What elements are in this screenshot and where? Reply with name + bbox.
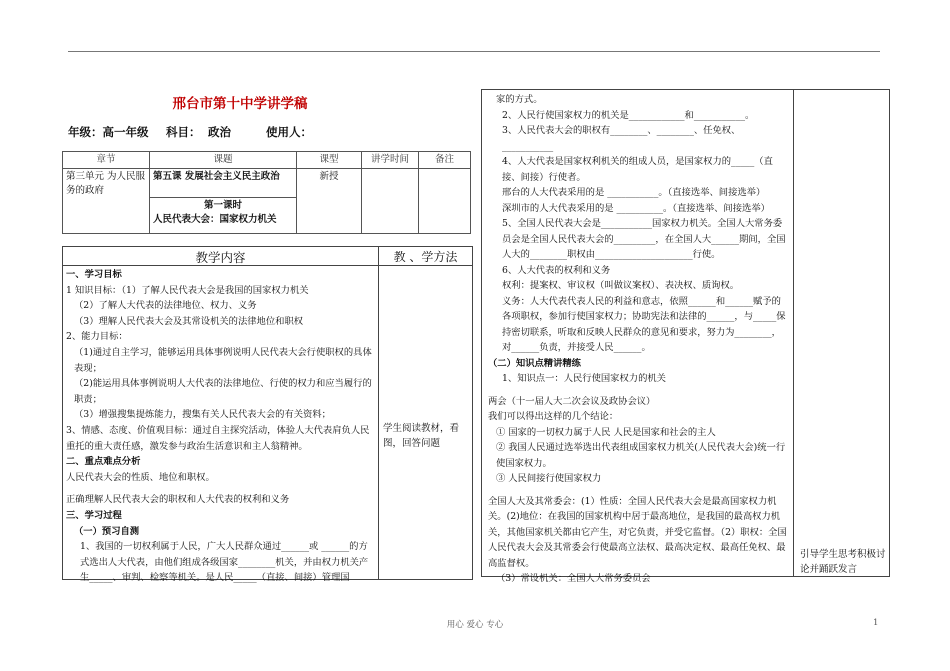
text-line: 邢台的人大代表采用的是 ___________。（直接选举、间接选举） [502,187,766,198]
lesson-info-table [62,151,471,234]
text-line: 4、人大代表是国家权利机关的组成人员，是国家权力的_____（直接、间接）行使者。 [502,156,773,183]
subject-value: 政治 [208,125,231,139]
text-line: 6、人大代表的权利和义务 [502,264,611,276]
page-footer: 用心 爱心 专心 [446,620,504,630]
content-column-heading: 教学内容 [195,250,246,265]
text-line: 我们可以得出这样的几个结论： [488,411,619,422]
text-line: （2)能运用具体事例说明人大代表的法律地位、行使的权力和应当履行的职责； [74,378,372,405]
left-column-divider [378,247,379,579]
text-line: 义务：人大代表代表人民的利益和意志，依照______和______赋予的各项职权，参加行使国家权力；协助宪法和法律的______，与_____保持密切联系，听取和反映人民群众的意见和要求，努力为________，对______负责，并接受人民______。 [502,295,786,353]
header-time: 讲学时间 [362,152,419,169]
text-line: （2）了解人大代表的法律地位、权力、义务 [74,300,257,312]
text-line: 1、我国的一切权利属于人民，广大人民群众通过______或 ______的方式选出人大代表，由他们组成各级国家________机关，并由权力机关产生_____、审判、检察等机关。是人民_____（直接、间接）管理国 [80,541,369,584]
lesson-type-cell: 新授 [297,169,362,234]
text-line: 3、人民代表大会的职权有________、________、任免权、___________ [502,125,741,152]
user-label: 使用人： [266,125,312,139]
method-column-heading: 教 、学方法 [393,250,458,264]
right-column-divider [793,90,794,576]
right-content-text [488,92,788,587]
text-line: （3）常设机关：全国人大常务委员会 [496,573,651,584]
topic-sub1: 第一课时 [203,200,242,211]
text-line: 1 知识目标：（1）了解人民代表大会是我国的国家权力机关 [66,284,309,296]
text-line: 1、知识点一：人民行使国家权力的机关 [502,373,666,384]
text-line: 全国人大及其常委会：(1）性质：全国人民代表大会是最高国家权力机关。(2)地位：在我国的国家机构中居于最高地位，是我国的最高权力机关，其他国家机关都由它产生，对它负责，并受它监督。（2）职权：全国人民代表大会及其常委会行使最高立法权、最高决定权、最高任免权、最高监督权。 [488,495,787,569]
text-line: 三、学习过程 [66,509,122,521]
header-topic: 课题 [150,152,297,169]
subject-label: 科目： [166,125,201,139]
topic-sub-cell [150,198,297,234]
text-line: （3）理解人民代表大会及其常设机关的法律地位和职权 [74,315,304,327]
header-notes: 备注 [419,152,471,169]
left-content-text [66,267,374,586]
chapter-cell: 第三单元 为人民服务的政府 [63,169,150,234]
text-line: 3、情感、态度、价值观目标：通过自主探究活动，体验人大代表肩负人民重托的重大责任感，激发参与政治生活意识和主人翁精神。 [66,424,370,452]
text-line: 5、全国人民代表大会是___________国家权力机关。全国人大常务委员会是全国人民代表大会的_________，在全国人大______期间，全国人大的________职权由_____________________行使。 [502,218,786,260]
text-line: 人民代表大会的性质、地位和职权。 [66,471,215,483]
header-rule [68,51,880,52]
header-lesson-type: 课型 [297,152,362,169]
page-number: 1 [873,618,879,628]
text-line: （1)通过自主学习，能够运用具体事例说明人民代表大会行使职权的具体表现； [74,346,372,374]
text-line: 2、人民行使国家权力的机关是____________和___________。 [502,109,755,121]
info-table-row [63,169,471,198]
right-content-table [481,89,890,584]
text-line: ① 国家的一切权力属于人民 人民是国家和社会的主人 [496,426,716,438]
right-method-note: 引导学生思考积极讨论并踊跃发言 [800,549,886,575]
info-table-header [63,152,471,169]
notes-cell [419,169,471,234]
topic-main-cell: 第五课 发展社会主义民主政治 [150,169,297,198]
text-line: 家的方式。 [496,94,543,105]
header-chapter: 章节 [63,152,150,169]
text-line: ③ 人民间接行使国家权力 [496,473,602,484]
text-line: （3）增强搜集提炼能力，搜集有关人民代表大会的有关资料； [74,409,331,421]
text-line: 一、学习目标 [66,269,122,280]
time-cell [362,169,419,234]
text-line: 深圳市的人大代表采用的是 __________。（直接选举、间接选举） [502,202,770,214]
document-title: 邢台市第十中学讲学稿 [172,96,308,112]
left-method-note: 学生阅读教材，看图，回答问题 [383,423,460,449]
text-line: 二、重点难点分析 [66,456,141,468]
text-line: （二）知识点精讲精练 [488,357,581,369]
topic-sub2: 人民代表大会：国家权力机关 [153,214,277,225]
text-line: 两会（十一届人大二次会议及政协会议） [488,395,656,407]
text-line: 权利：提案权、审议权（叫做议案权）、表决权、质询权。 [502,280,740,291]
text-line: ② 我国人民通过选举选出代表组成国家权力机关(人民代表大会)统一行使国家权力。 [496,442,786,469]
grade-label: 年级：高一年级 [68,125,149,139]
text-line: （一）预习自测 [74,525,140,537]
left-content-table [62,246,473,584]
text-line: 正确理解人民代表大会的职权和人大代表的权利和义务 [66,494,290,506]
text-line: 2、能力目标： [66,331,128,343]
